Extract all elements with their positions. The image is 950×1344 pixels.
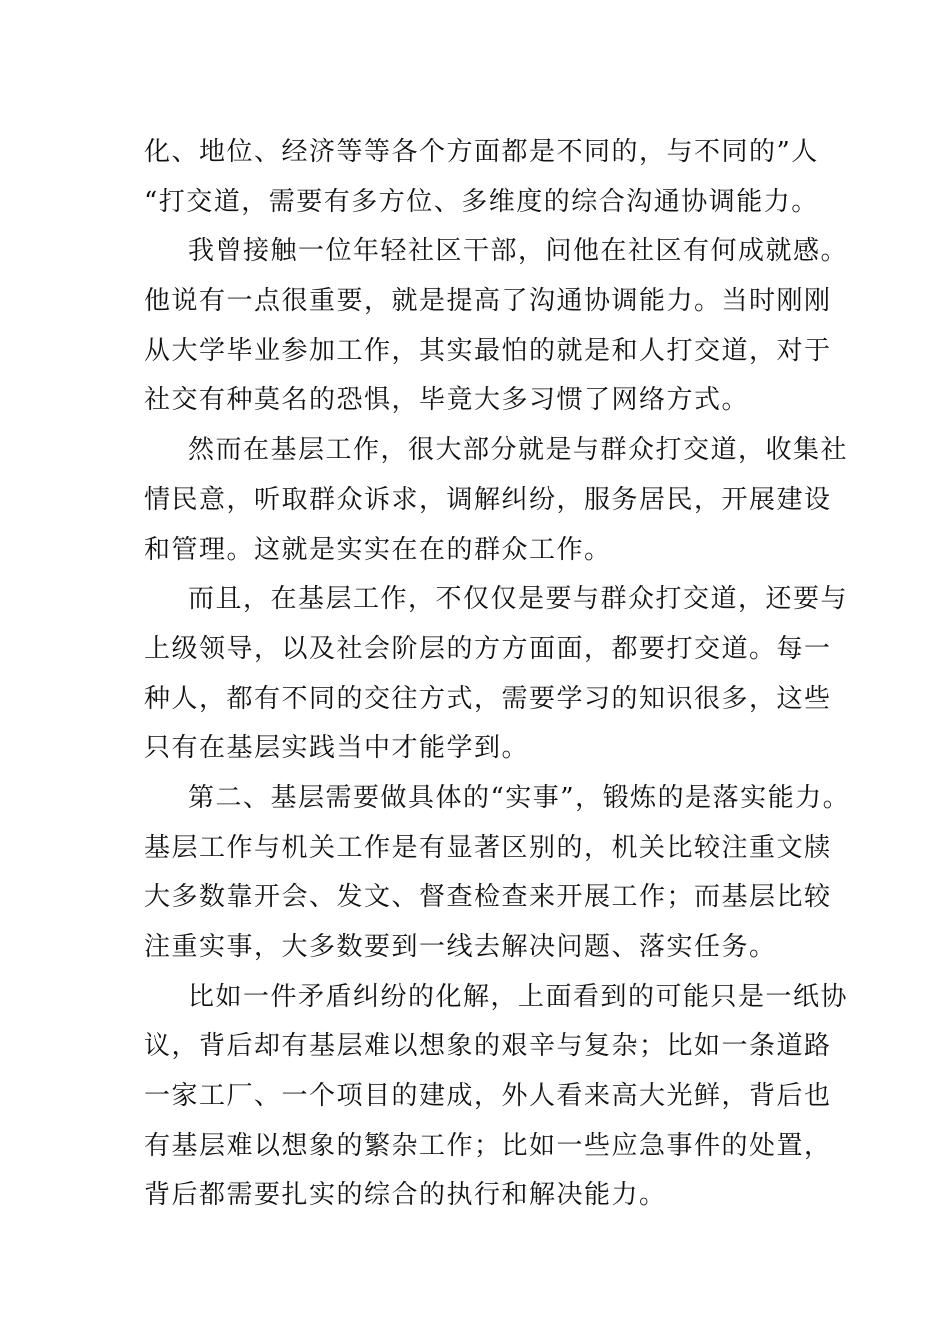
text-line: 有基层难以想象的繁杂工作；比如一些应急事件的处置，	[144, 1130, 832, 1161]
text-line: 背后都需要扎实的综合的执行和解决能力。	[144, 1180, 667, 1211]
text-line: 大多数靠开会、发文、督查检查来开展工作；而基层比较	[144, 882, 832, 913]
text-line: 基层工作与机关工作是有显著区别的，机关比较注重文牍	[144, 832, 832, 863]
text-line: 从大学毕业参加工作，其实最怕的就是和人打交道，对于	[144, 335, 832, 366]
body-text	[144, 128, 851, 1221]
text-line: 和管理。这就是实实在在的群众工作。	[144, 534, 612, 565]
text-line: “打交道，需要有多方位、多维度的综合沟通协调能力。	[144, 186, 819, 217]
text-line: 上级领导，以及社会阶层的方方面面，都要打交道。每一	[144, 633, 832, 664]
paragraph-start-line: 第二、基层需要做具体的“实事”，锻炼的是落实能力。	[188, 782, 851, 813]
text-line: 他说有一点很重要，就是提高了沟通协调能力。当时刚刚	[144, 286, 832, 317]
paragraph-start-line: 然而在基层工作，很大部分就是与群众打交道，收集社	[188, 435, 849, 466]
text-line: 议，背后却有基层难以想象的艰辛与复杂；比如一条道路	[144, 1031, 832, 1062]
text-line: 只有在基层实践当中才能学到。	[144, 733, 530, 764]
paragraph-start-line: 比如一件矛盾纠纷的化解，上面看到的可能只是一纸协	[188, 981, 849, 1012]
paragraph-start-line: 而且，在基层工作，不仅仅是要与群众打交道，还要与	[188, 584, 849, 615]
text-line: 社交有种莫名的恐惧，毕竟大多习惯了网络方式。	[144, 385, 750, 416]
text-line: 情民意，听取群众诉求，调解纠纷，服务居民，开展建设	[144, 484, 832, 515]
text-line: 种人，都有不同的交往方式，需要学习的知识很多，这些	[144, 683, 832, 714]
text-line: 化、地位、经济等等各个方面都是不同的，与不同的”人	[144, 137, 819, 167]
text-line: 一家工厂、一个项目的建成，外人看来高大光鲜，背后也	[144, 1081, 832, 1112]
paragraph-start-line: 我曾接触一位年轻社区干部，问他在社区有何成就感。	[188, 236, 849, 267]
text-line: 注重实事，大多数要到一线去解决问题、落实任务。	[144, 932, 777, 962]
